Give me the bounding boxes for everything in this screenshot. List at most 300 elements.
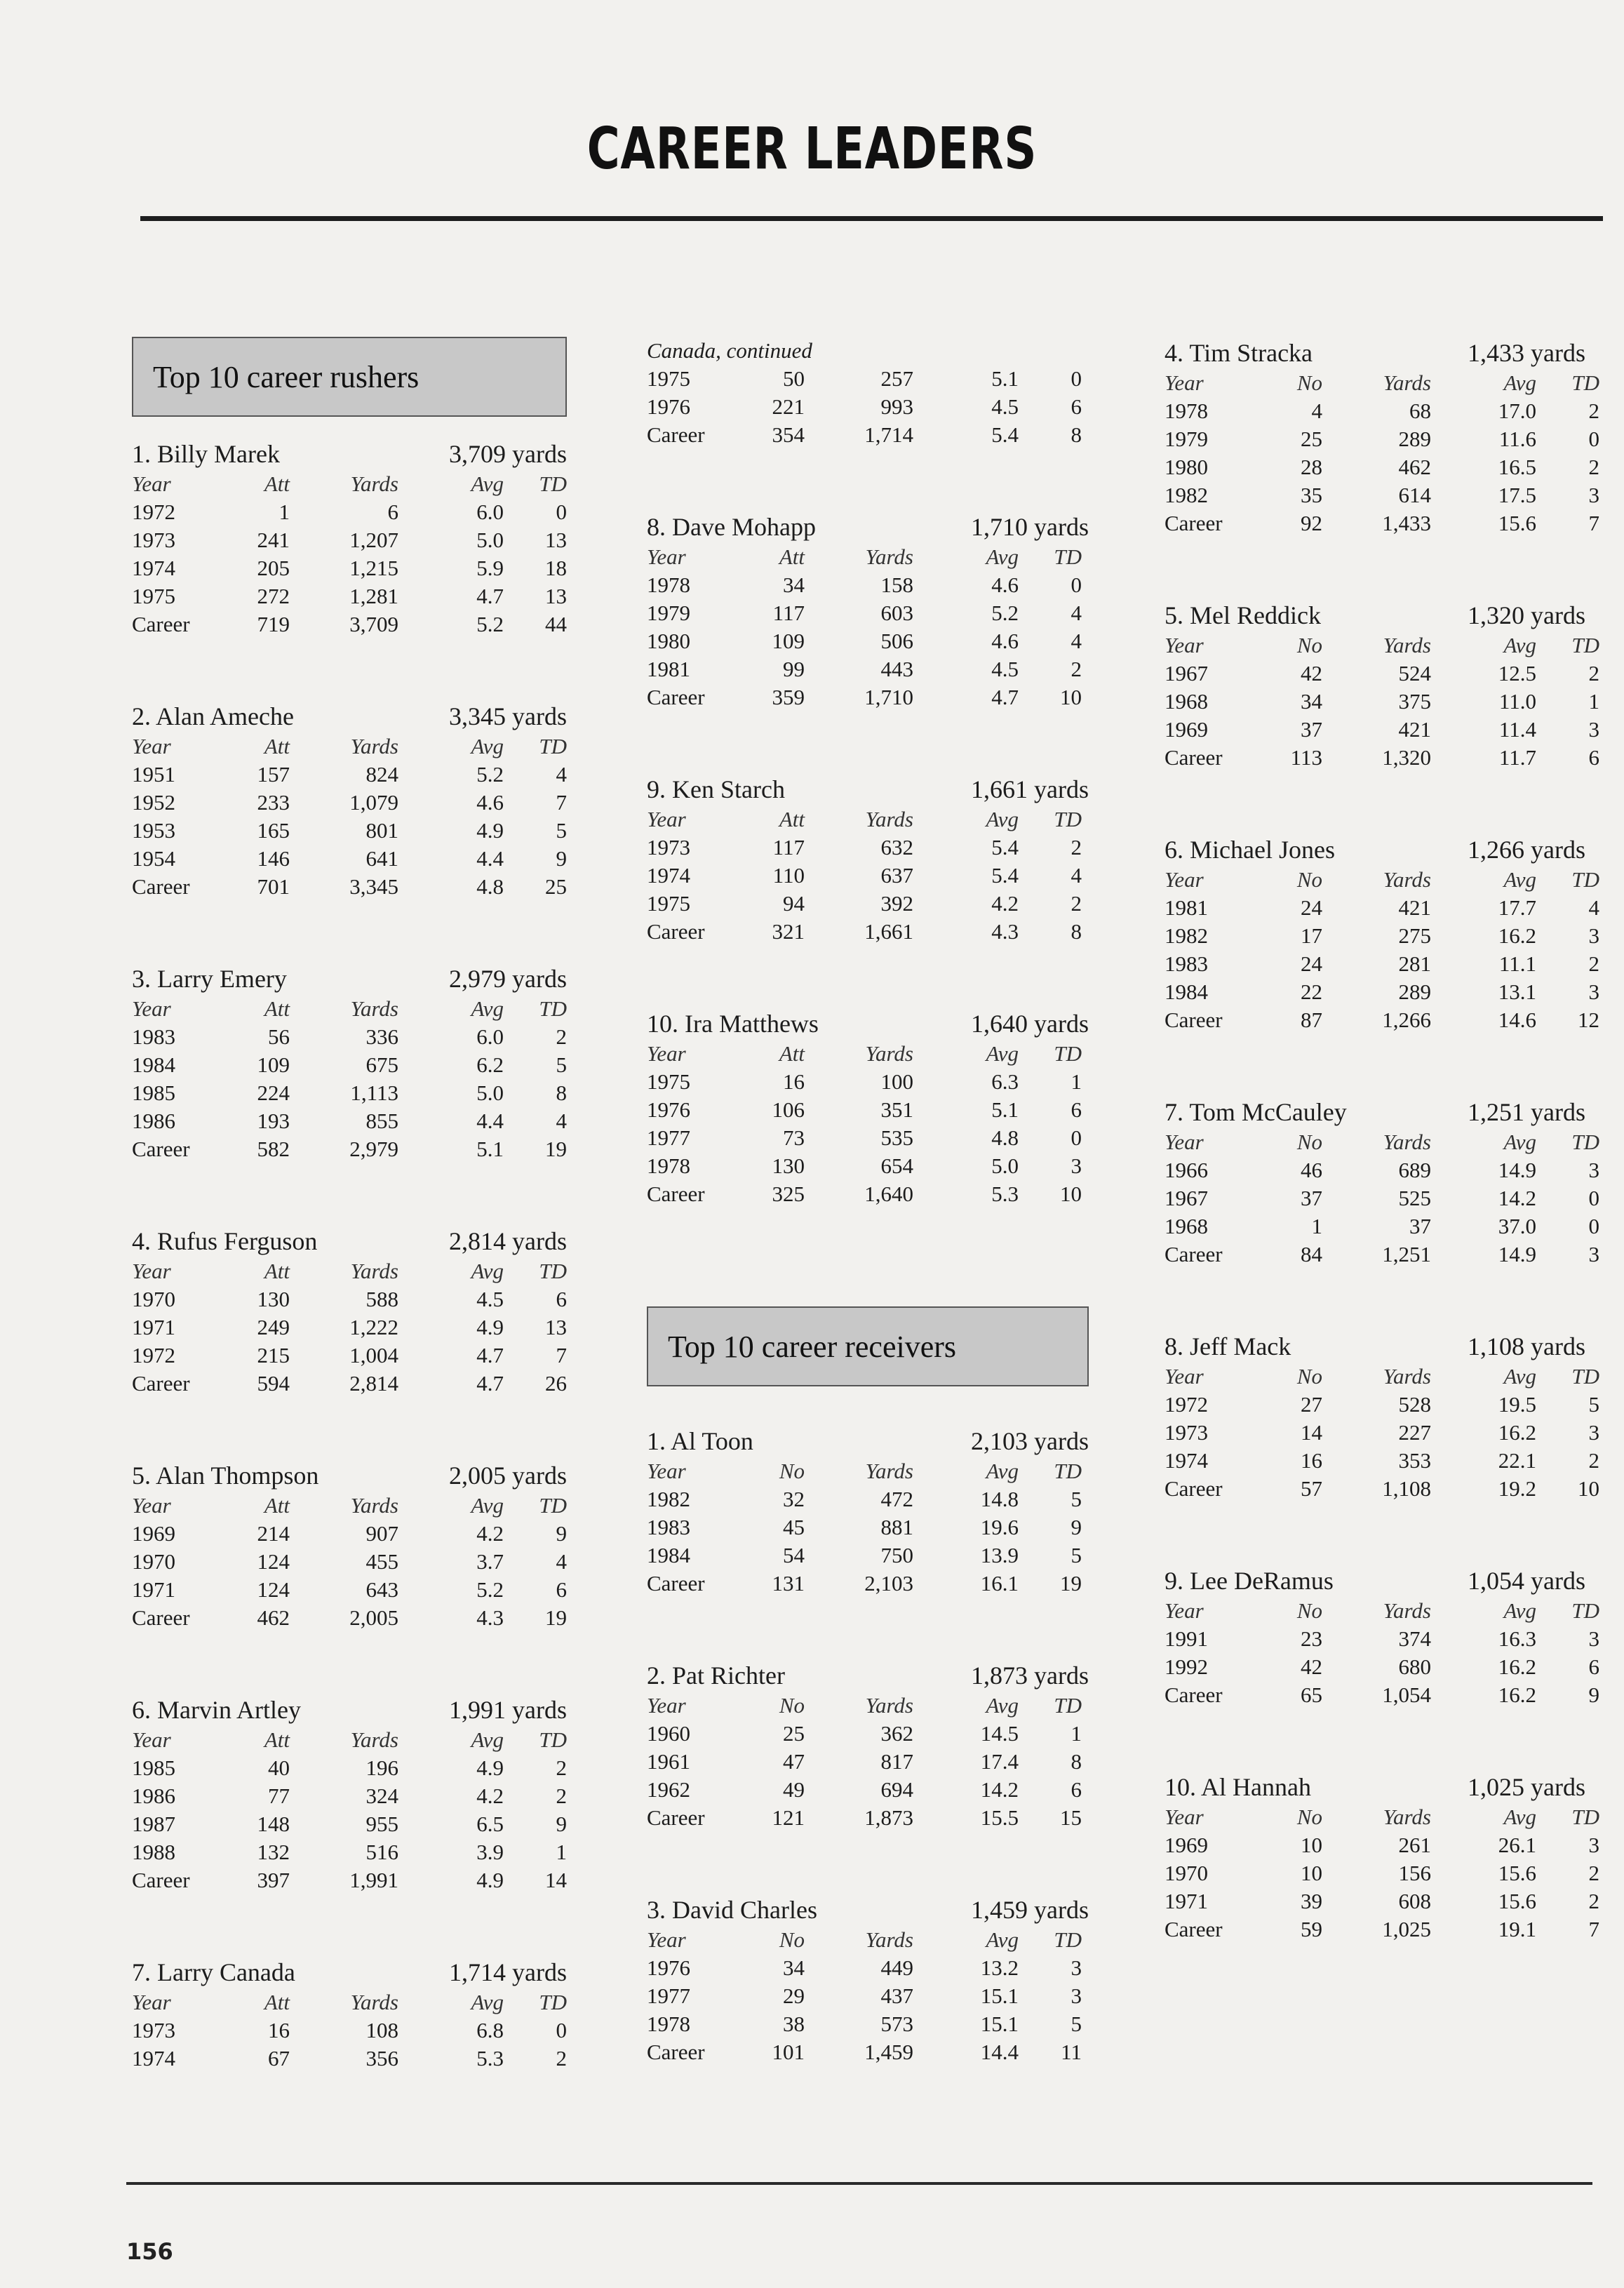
stat-cell: 0 xyxy=(556,2018,567,2042)
stat-cell: 1974 xyxy=(1165,1448,1208,1473)
career-total: 1,251 yards xyxy=(1468,1098,1585,1126)
stat-cell: 193 xyxy=(257,1109,290,1133)
player-stat-block xyxy=(1165,834,1599,1034)
table-row xyxy=(1165,453,1599,481)
stat-cell: 1 xyxy=(1071,1069,1082,1094)
career-total: 2,814 yards xyxy=(449,1227,567,1255)
stat-cell: 3,345 xyxy=(349,874,398,899)
stat-cell: 34 xyxy=(783,1955,805,1980)
stat-cell: Att xyxy=(779,544,805,569)
stat-cell: 6 xyxy=(556,1287,567,1311)
table-header-row xyxy=(647,1040,1089,1068)
stat-cell: TD xyxy=(1054,1041,1082,1066)
header-rule xyxy=(140,216,1603,221)
stat-cell: Att xyxy=(264,1259,290,1283)
table-row xyxy=(647,1954,1089,1982)
player-stat-block xyxy=(132,1956,567,2073)
stat-cell: 109 xyxy=(257,1052,290,1077)
stat-cell: 16.2 xyxy=(1498,1654,1536,1679)
table-row xyxy=(647,1068,1089,1096)
table-row xyxy=(132,1548,567,1576)
stat-cell: 215 xyxy=(257,1343,290,1367)
stat-cell: 2 xyxy=(1071,657,1082,681)
stat-cell: No xyxy=(1296,633,1322,657)
stat-cell: 56 xyxy=(268,1024,290,1049)
stat-cell: 11.1 xyxy=(1498,951,1536,976)
stat-cell: 6.0 xyxy=(476,1024,504,1049)
stat-cell: 0 xyxy=(1588,1214,1599,1238)
player-stat-block xyxy=(647,511,1089,711)
stat-cell: 321 xyxy=(772,919,805,944)
table-row xyxy=(132,1754,567,1782)
stat-cell: 28 xyxy=(1301,455,1322,479)
player-stat-block xyxy=(132,1694,567,1894)
player-header xyxy=(132,963,567,995)
table-row xyxy=(647,1124,1089,1152)
stat-cell: 719 xyxy=(257,612,290,636)
stat-cell: 654 xyxy=(880,1153,913,1178)
stat-cell: Career xyxy=(1165,1008,1223,1032)
stat-cell: 1,714 xyxy=(864,422,913,447)
stat-cell: 18 xyxy=(545,556,567,580)
stat-cell: 1978 xyxy=(647,573,690,597)
stat-cell: 4.5 xyxy=(476,1287,504,1311)
stat-cell: 4.3 xyxy=(476,1605,504,1630)
table-header-row xyxy=(1165,1128,1599,1156)
table-row xyxy=(647,655,1089,683)
stat-cell: TD xyxy=(539,1493,567,1518)
stat-cell: Avg xyxy=(1503,1130,1536,1154)
stat-cell: 1,108 xyxy=(1382,1476,1431,1501)
stat-cell: 824 xyxy=(365,762,398,787)
stat-cell: 15.1 xyxy=(980,1983,1019,2008)
stat-cell: 1971 xyxy=(1165,1889,1208,1913)
player-name: 4. Tim Stracka xyxy=(1165,339,1313,367)
stat-cell: Career xyxy=(647,685,705,709)
table-header-row xyxy=(1165,1803,1599,1831)
stat-cell: 1984 xyxy=(132,1052,175,1077)
stat-cell: 3.9 xyxy=(476,1840,504,1864)
stat-cell: 6 xyxy=(1588,745,1599,770)
table-header-row xyxy=(132,995,567,1023)
stat-cell: 1961 xyxy=(647,1749,690,1774)
stat-cell: 37.0 xyxy=(1498,1214,1536,1238)
stat-cell: 3 xyxy=(1588,483,1599,507)
stat-cell: Year xyxy=(647,807,686,831)
stat-cell: 1972 xyxy=(1165,1392,1208,1417)
stat-cell: 15.1 xyxy=(980,2012,1019,2036)
stat-cell: 4 xyxy=(1588,895,1599,920)
stat-cell: 1,661 xyxy=(864,919,913,944)
stat-cell: 16 xyxy=(783,1069,805,1094)
player-header xyxy=(647,511,1089,543)
stat-cell: Yards xyxy=(865,544,913,569)
stat-cell: No xyxy=(1296,1364,1322,1389)
stat-cell: 4 xyxy=(1071,601,1082,625)
stat-cell: 49 xyxy=(783,1777,805,1802)
stat-cell: 84 xyxy=(1301,1242,1322,1266)
stat-cell: 1967 xyxy=(1165,661,1208,685)
stat-cell: 9 xyxy=(556,846,567,871)
stat-cell: 34 xyxy=(1301,689,1322,714)
stat-cell: 0 xyxy=(1071,1125,1082,1150)
stat-cell: 1971 xyxy=(132,1577,175,1602)
career-total: 1,266 yards xyxy=(1468,836,1585,864)
stat-cell: 1987 xyxy=(132,1812,175,1836)
stat-cell: 1954 xyxy=(132,846,175,871)
stat-cell: Year xyxy=(1165,370,1204,395)
stat-cell: 1,873 xyxy=(864,1805,913,1830)
stat-cell: Avg xyxy=(471,1493,504,1518)
table-row xyxy=(647,1570,1089,1598)
stat-cell: Year xyxy=(132,1493,171,1518)
table-row xyxy=(647,421,1089,449)
stat-cell: Career xyxy=(647,422,705,447)
stat-cell: 4.4 xyxy=(476,846,504,871)
stat-cell: 1973 xyxy=(132,2018,175,2042)
stat-cell: 5.2 xyxy=(476,762,504,787)
stat-cell: TD xyxy=(1571,1364,1599,1389)
stat-cell: 7 xyxy=(556,1343,567,1367)
stat-cell: 131 xyxy=(772,1571,805,1595)
stat-cell: 15.6 xyxy=(1498,511,1536,535)
stat-cell: 4.9 xyxy=(476,1868,504,1892)
stat-cell: 11.0 xyxy=(1498,689,1536,714)
table-row xyxy=(1165,1859,1599,1887)
stat-cell: 25 xyxy=(545,874,567,899)
player-name: 3. David Charles xyxy=(647,1896,817,1924)
player-header xyxy=(647,1008,1089,1040)
stat-cell: 4.7 xyxy=(476,1343,504,1367)
stat-cell: 1962 xyxy=(647,1777,690,1802)
stat-cell: 2 xyxy=(1588,951,1599,976)
stat-cell: 14 xyxy=(1301,1420,1322,1445)
career-total: 2,979 yards xyxy=(449,965,567,993)
player-header xyxy=(647,1659,1089,1692)
player-header xyxy=(132,1459,567,1492)
table-row xyxy=(647,627,1089,655)
stat-cell: Avg xyxy=(986,1693,1019,1718)
stat-cell: 1972 xyxy=(132,1343,175,1367)
stat-cell: 16.2 xyxy=(1498,1682,1536,1707)
table-row xyxy=(647,890,1089,918)
stat-cell: 10 xyxy=(1301,1833,1322,1857)
stat-cell: 19 xyxy=(545,1137,567,1161)
stat-cell: Career xyxy=(132,1137,190,1161)
stat-cell: 1985 xyxy=(132,1081,175,1105)
stat-cell: 3 xyxy=(1588,1833,1599,1857)
stat-cell: No xyxy=(779,1693,805,1718)
stat-cell: 6.2 xyxy=(476,1052,504,1077)
table-row xyxy=(132,554,567,582)
table-header-row xyxy=(647,1692,1089,1720)
table-header-row xyxy=(647,805,1089,834)
stat-cell: TD xyxy=(1054,1693,1082,1718)
stat-cell: 4.5 xyxy=(991,394,1019,419)
stat-cell: No xyxy=(1296,1805,1322,1829)
stat-cell: 0 xyxy=(1071,366,1082,391)
stat-cell: 5.4 xyxy=(991,863,1019,888)
stat-cell: 0 xyxy=(1071,573,1082,597)
stat-cell: 1970 xyxy=(132,1549,175,1574)
stat-cell: 354 xyxy=(772,422,805,447)
career-total: 1,710 yards xyxy=(971,513,1089,541)
stat-cell: 3 xyxy=(1071,1983,1082,2008)
stat-cell: 39 xyxy=(1301,1889,1322,1913)
table-row xyxy=(132,1135,567,1163)
stat-cell: 1,640 xyxy=(864,1182,913,1206)
player-stat-block xyxy=(647,1425,1089,1598)
player-name: 1. Al Toon xyxy=(647,1427,753,1455)
stat-cell: 158 xyxy=(880,573,913,597)
page-number: 156 xyxy=(126,2238,173,2265)
stat-cell: 359 xyxy=(772,685,805,709)
stat-cell: 5 xyxy=(1588,1392,1599,1417)
stat-cell: 17.4 xyxy=(980,1749,1019,1774)
stat-cell: TD xyxy=(539,1990,567,2014)
player-name: 2. Pat Richter xyxy=(647,1661,785,1690)
stat-cell: 421 xyxy=(1398,895,1431,920)
stat-cell: 15 xyxy=(1060,1805,1082,1830)
player-stat-block xyxy=(647,1659,1089,1832)
career-total: 1,320 yards xyxy=(1468,601,1585,629)
stat-cell: 14.6 xyxy=(1498,1008,1536,1032)
table-row xyxy=(1165,1391,1599,1419)
stat-cell: 2,814 xyxy=(349,1371,398,1396)
table-row xyxy=(1165,1653,1599,1681)
stat-cell: 603 xyxy=(880,601,913,625)
stat-cell: 25 xyxy=(1301,427,1322,451)
stat-cell: 14.5 xyxy=(980,1721,1019,1746)
stat-cell: 16 xyxy=(1301,1448,1322,1473)
stat-cell: 472 xyxy=(880,1487,913,1511)
stat-cell: Avg xyxy=(986,1459,1019,1483)
stat-cell: Year xyxy=(132,1990,171,2014)
stat-cell: 3 xyxy=(1071,1153,1082,1178)
stat-cell: 2 xyxy=(556,2046,567,2070)
stat-cell: 1975 xyxy=(647,366,690,391)
stat-cell: 130 xyxy=(772,1153,805,1178)
stat-cell: 3 xyxy=(1071,1955,1082,1980)
stat-cell: Avg xyxy=(1503,867,1536,892)
stat-cell: 1,054 xyxy=(1382,1682,1431,1707)
table-row xyxy=(647,365,1089,393)
stat-cell: Career xyxy=(132,1371,190,1396)
stat-cell: 2 xyxy=(1588,455,1599,479)
stat-cell: 59 xyxy=(1301,1917,1322,1941)
stat-cell: 16 xyxy=(268,2018,290,2042)
table-row xyxy=(647,2010,1089,2038)
stat-cell: 993 xyxy=(880,394,913,419)
table-row xyxy=(1165,894,1599,922)
stat-cell: No xyxy=(779,1927,805,1952)
stat-cell: 1,320 xyxy=(1382,745,1431,770)
stat-cell: 324 xyxy=(365,1784,398,1808)
stat-cell: 241 xyxy=(257,528,290,552)
stat-cell: TD xyxy=(539,1259,567,1283)
stat-cell: Att xyxy=(264,996,290,1021)
stat-cell: 4.9 xyxy=(476,818,504,843)
stat-cell: 6.0 xyxy=(476,500,504,524)
table-row xyxy=(647,1096,1089,1124)
stat-cell: 516 xyxy=(365,1840,398,1864)
player-name: 9. Lee DeRamus xyxy=(1165,1567,1334,1595)
stat-cell: 7 xyxy=(1588,511,1599,535)
player-name: 7. Tom McCauley xyxy=(1165,1098,1347,1126)
stat-cell: Yards xyxy=(350,1493,398,1518)
table-row xyxy=(1165,716,1599,744)
continued-label: Canada, continued xyxy=(647,338,812,363)
stat-cell: 77 xyxy=(268,1784,290,1808)
stat-cell: 1974 xyxy=(132,2046,175,2070)
stat-cell: TD xyxy=(539,996,567,1021)
stat-cell: 374 xyxy=(1398,1626,1431,1651)
stat-cell: 6.3 xyxy=(991,1069,1019,1094)
stat-cell: 535 xyxy=(880,1125,913,1150)
stat-cell: 156 xyxy=(1398,1861,1431,1885)
stat-cell: 5.0 xyxy=(476,1081,504,1105)
player-header xyxy=(1165,1565,1585,1597)
stat-cell: 3 xyxy=(1588,1626,1599,1651)
stat-cell: 11.7 xyxy=(1498,745,1536,770)
stat-cell: Year xyxy=(1165,1130,1204,1154)
stat-cell: 16.2 xyxy=(1498,1420,1536,1445)
stat-cell: 249 xyxy=(257,1315,290,1339)
table-row xyxy=(1165,509,1599,537)
stat-cell: 1975 xyxy=(647,1069,690,1094)
stat-cell: 1,251 xyxy=(1382,1242,1431,1266)
stat-cell: 1977 xyxy=(647,1125,690,1150)
stat-cell: No xyxy=(1296,1130,1322,1154)
player-name: 5. Alan Thompson xyxy=(132,1461,319,1490)
player-stat-block xyxy=(647,1008,1089,1208)
stat-cell: 117 xyxy=(772,835,805,859)
stat-cell: 1,266 xyxy=(1382,1008,1431,1032)
stat-cell: 50 xyxy=(783,366,805,391)
stat-cell: Career xyxy=(647,1805,705,1830)
table-row xyxy=(132,1838,567,1866)
stat-cell: 2 xyxy=(1588,1448,1599,1473)
stat-cell: 1,991 xyxy=(349,1868,398,1892)
stat-cell: 1982 xyxy=(1165,923,1208,948)
stat-cell: 525 xyxy=(1398,1186,1431,1210)
table-row xyxy=(1165,1419,1599,1447)
stat-cell: 336 xyxy=(365,1024,398,1049)
stat-cell: 8 xyxy=(556,1081,567,1105)
stat-cell: 109 xyxy=(772,629,805,653)
stat-cell: 289 xyxy=(1398,979,1431,1004)
stat-cell: 15.6 xyxy=(1498,1861,1536,1885)
table-row xyxy=(132,2016,567,2045)
career-total: 1,991 yards xyxy=(449,1696,567,1724)
stat-cell: 5.1 xyxy=(991,1097,1019,1122)
stat-cell: 196 xyxy=(365,1755,398,1780)
stat-cell: Year xyxy=(647,544,686,569)
stat-cell: 221 xyxy=(772,394,805,419)
table-header-row xyxy=(1165,866,1599,894)
stat-cell: Yards xyxy=(350,1990,398,2014)
stat-cell: 4.2 xyxy=(991,891,1019,916)
stat-cell: 325 xyxy=(772,1182,805,1206)
section-header: Top 10 career rushers xyxy=(132,337,567,417)
stat-cell: Avg xyxy=(1503,633,1536,657)
stat-cell: 8 xyxy=(1071,919,1082,944)
stat-cell: Att xyxy=(264,471,290,496)
stat-cell: 1983 xyxy=(132,1024,175,1049)
stat-cell: 37 xyxy=(1301,717,1322,742)
stat-cell: 6.8 xyxy=(476,2018,504,2042)
stat-cell: Year xyxy=(132,734,171,758)
stat-cell: 573 xyxy=(880,2012,913,2036)
stat-cell: 4.8 xyxy=(991,1125,1019,1150)
stat-cell: 1969 xyxy=(1165,1833,1208,1857)
table-row xyxy=(132,526,567,554)
stat-cell: 0 xyxy=(1588,1186,1599,1210)
stat-cell: 37 xyxy=(1301,1186,1322,1210)
table-row xyxy=(1165,744,1599,772)
table-row xyxy=(1165,397,1599,425)
player-stat-block xyxy=(132,963,567,1163)
table-row xyxy=(132,789,567,817)
table-row xyxy=(1165,1887,1599,1915)
table-row xyxy=(1165,1006,1599,1034)
stat-cell: 1983 xyxy=(647,1515,690,1539)
stat-cell: 13.1 xyxy=(1498,979,1536,1004)
stat-cell: Year xyxy=(1165,867,1204,892)
stat-cell: Att xyxy=(779,1041,805,1066)
table-row xyxy=(132,1782,567,1810)
stat-cell: Year xyxy=(132,996,171,1021)
table-row xyxy=(1165,688,1599,716)
stat-cell: 1973 xyxy=(647,835,690,859)
stat-cell: 689 xyxy=(1398,1158,1431,1182)
stat-cell: 392 xyxy=(880,891,913,916)
stat-cell: 16.5 xyxy=(1498,455,1536,479)
stat-cell: Avg xyxy=(1503,1598,1536,1623)
career-total: 2,103 yards xyxy=(971,1427,1089,1455)
table-header-row xyxy=(1165,1597,1599,1625)
player-header xyxy=(647,1425,1089,1457)
stat-cell: 2 xyxy=(1071,891,1082,916)
stat-cell: 4 xyxy=(1071,863,1082,888)
stat-cell: 67 xyxy=(268,2046,290,2070)
table-row xyxy=(647,1982,1089,2010)
stat-cell: Att xyxy=(264,1727,290,1752)
player-header xyxy=(1165,1096,1585,1128)
career-total: 1,661 yards xyxy=(971,775,1089,803)
stat-cell: 1,025 xyxy=(1382,1917,1431,1941)
section-header: Top 10 career receivers xyxy=(647,1306,1089,1386)
stat-cell: 3,709 xyxy=(349,612,398,636)
stat-cell: Yards xyxy=(865,1693,913,1718)
stat-cell: TD xyxy=(539,734,567,758)
stat-cell: 26.1 xyxy=(1498,1833,1536,1857)
stat-cell: 4.4 xyxy=(476,1109,504,1133)
player-stat-block xyxy=(132,700,567,901)
table-row xyxy=(647,1776,1089,1804)
stat-cell: 506 xyxy=(880,629,913,653)
stat-cell: 44 xyxy=(545,612,567,636)
stat-cell: 15.5 xyxy=(980,1805,1019,1830)
player-name: 3. Larry Emery xyxy=(132,965,287,993)
stat-cell: 643 xyxy=(365,1577,398,1602)
stat-cell: 5.3 xyxy=(476,2046,504,2070)
table-row xyxy=(132,1023,567,1051)
stat-cell: 1,433 xyxy=(1382,511,1431,535)
stat-cell: 5.2 xyxy=(991,601,1019,625)
stat-cell: 1973 xyxy=(132,528,175,552)
stat-cell: TD xyxy=(1571,1598,1599,1623)
